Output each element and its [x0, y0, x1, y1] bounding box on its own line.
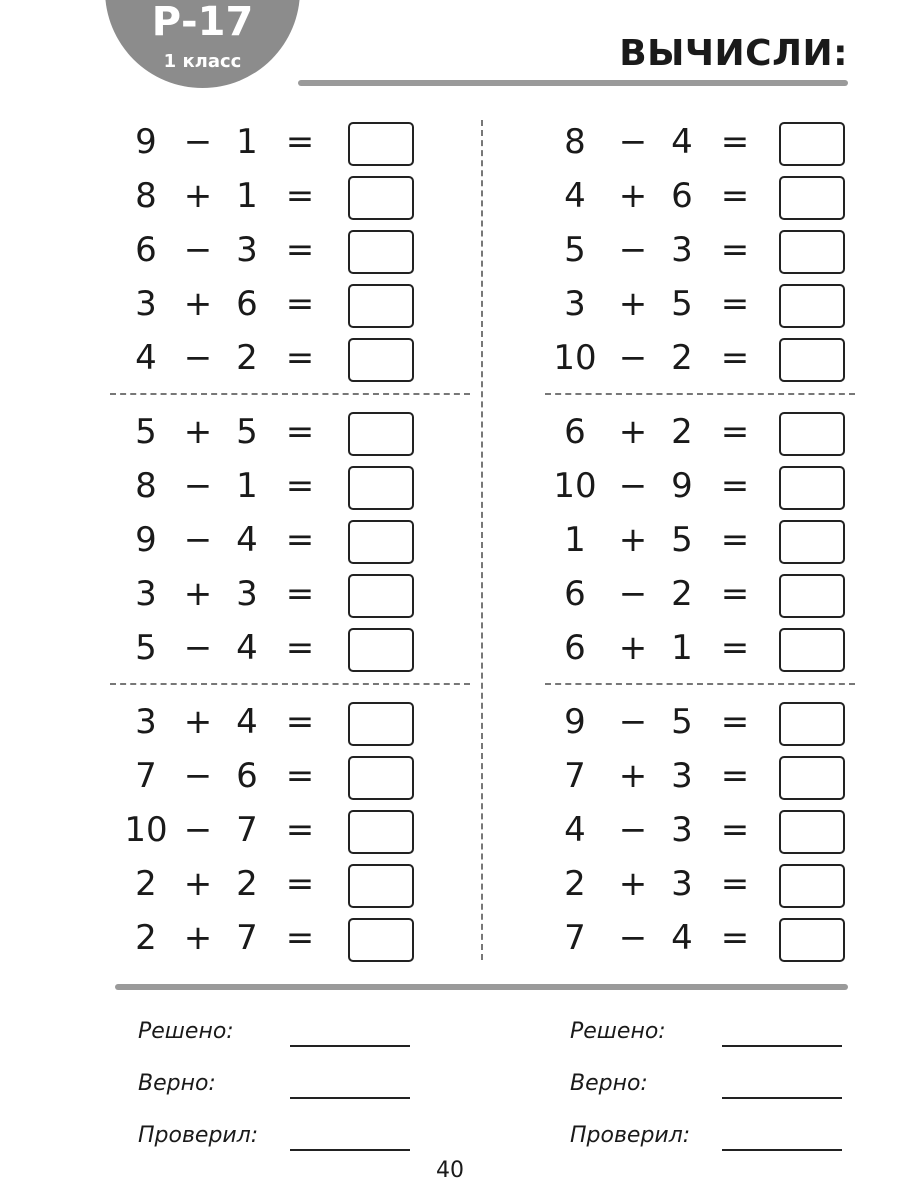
second-operand: 4 [671, 122, 693, 162]
operator: + [183, 284, 213, 324]
exercise-row [545, 169, 855, 223]
second-operand: 1 [236, 176, 258, 216]
second-operand: 9 [671, 466, 693, 506]
equals-sign: = [720, 466, 750, 506]
equals-sign: = [285, 466, 315, 506]
answer-box[interactable] [348, 284, 414, 328]
answer-box[interactable] [348, 122, 414, 166]
first-operand: 9 [564, 702, 586, 742]
exercise-row [545, 621, 855, 675]
footer-divider [115, 984, 848, 990]
equals-sign: = [720, 702, 750, 742]
exercise-row [545, 803, 855, 857]
equals-sign: = [285, 520, 315, 560]
exercise-group [110, 405, 470, 675]
first-operand: 3 [135, 284, 157, 324]
equals-sign: = [285, 756, 315, 796]
second-operand: 5 [236, 412, 258, 452]
second-operand: 3 [236, 574, 258, 614]
operator: − [183, 122, 213, 162]
second-operand: 5 [671, 702, 693, 742]
operator: − [183, 628, 213, 668]
exercise-row [545, 857, 855, 911]
exercise-row [110, 115, 470, 169]
exercise-row [110, 223, 470, 277]
answer-box[interactable] [779, 574, 845, 618]
group-separator [545, 393, 855, 395]
group-separator [110, 393, 470, 395]
correct-input-line[interactable] [722, 1097, 842, 1099]
equals-sign: = [285, 574, 315, 614]
exercise-row [110, 857, 470, 911]
right-exercise-column [545, 115, 855, 965]
operator: + [183, 864, 213, 904]
answer-box[interactable] [779, 466, 845, 510]
answer-box[interactable] [348, 230, 414, 274]
second-operand: 7 [236, 810, 258, 850]
answer-box[interactable] [779, 122, 845, 166]
second-operand: 4 [236, 520, 258, 560]
first-operand: 6 [564, 628, 586, 668]
first-operand: 3 [564, 284, 586, 324]
answer-box[interactable] [779, 810, 845, 854]
answer-box[interactable] [779, 176, 845, 220]
answer-box[interactable] [348, 176, 414, 220]
operator: − [183, 756, 213, 796]
equals-sign: = [720, 918, 750, 958]
exercise-row [110, 621, 470, 675]
operator: − [618, 230, 648, 270]
operator: − [618, 466, 648, 506]
second-operand: 3 [671, 756, 693, 796]
equals-sign: = [720, 574, 750, 614]
first-operand: 5 [135, 412, 157, 452]
exercise-row [545, 459, 855, 513]
exercise-row [110, 567, 470, 621]
answer-box[interactable] [348, 520, 414, 564]
equals-sign: = [285, 412, 315, 452]
answer-box[interactable] [779, 702, 845, 746]
answer-box[interactable] [779, 338, 845, 382]
first-operand: 1 [564, 520, 586, 560]
operator: − [183, 338, 213, 378]
equals-sign: = [720, 230, 750, 270]
second-operand: 7 [236, 918, 258, 958]
second-operand: 6 [236, 284, 258, 324]
second-operand: 4 [236, 702, 258, 742]
group-separator [545, 683, 855, 685]
page-title: ВЫЧИСЛИ: [619, 33, 848, 74]
equals-sign: = [285, 810, 315, 850]
answer-box[interactable] [348, 574, 414, 618]
answer-box[interactable] [348, 918, 414, 962]
exercise-row [545, 115, 855, 169]
equals-sign: = [285, 918, 315, 958]
answer-box[interactable] [779, 628, 845, 672]
second-operand: 1 [671, 628, 693, 668]
exercise-group [545, 695, 855, 965]
first-operand: 6 [135, 230, 157, 270]
exercise-row [545, 695, 855, 749]
answer-box[interactable] [348, 338, 414, 382]
first-operand: 4 [135, 338, 157, 378]
second-operand: 5 [671, 284, 693, 324]
first-operand: 2 [564, 864, 586, 904]
correct-input-line[interactable] [290, 1097, 410, 1099]
operator: − [618, 338, 648, 378]
exercise-row [545, 567, 855, 621]
operator: + [618, 176, 648, 216]
first-operand: 4 [564, 176, 586, 216]
exercise-row [110, 803, 470, 857]
second-operand: 1 [236, 466, 258, 506]
exercise-group [110, 695, 470, 965]
worksheet-badge [105, 0, 300, 88]
exercise-row [545, 223, 855, 277]
operator: − [183, 230, 213, 270]
exercise-row [110, 405, 470, 459]
equals-sign: = [720, 628, 750, 668]
exercise-row [545, 749, 855, 803]
solved-input-line[interactable] [290, 1045, 410, 1047]
checked-label: Проверил: [570, 1123, 691, 1148]
operator: − [618, 918, 648, 958]
equals-sign: = [720, 284, 750, 324]
equals-sign: = [720, 864, 750, 904]
operator: + [618, 628, 648, 668]
answer-box[interactable] [348, 412, 414, 456]
equals-sign: = [720, 176, 750, 216]
first-operand: 7 [564, 756, 586, 796]
equals-sign: = [285, 284, 315, 324]
answer-box[interactable] [779, 864, 845, 908]
answer-box[interactable] [779, 284, 845, 328]
group-separator [110, 683, 470, 685]
first-operand: 9 [135, 122, 157, 162]
page-number: 40 [436, 1158, 464, 1183]
first-operand: 9 [135, 520, 157, 560]
operator: + [618, 284, 648, 324]
first-operand: 2 [135, 918, 157, 958]
operator: + [183, 176, 213, 216]
column-divider [481, 120, 483, 960]
operator: + [183, 918, 213, 958]
second-operand: 2 [671, 574, 693, 614]
equals-sign: = [285, 864, 315, 904]
equals-sign: = [285, 702, 315, 742]
equals-sign: = [285, 338, 315, 378]
operator: − [618, 702, 648, 742]
first-operand: 8 [135, 176, 157, 216]
operator: − [618, 810, 648, 850]
checked-input-line[interactable] [290, 1149, 410, 1151]
operator: + [618, 520, 648, 560]
exercise-row [545, 331, 855, 385]
second-operand: 3 [671, 230, 693, 270]
first-operand: 8 [564, 122, 586, 162]
operator: − [183, 810, 213, 850]
operator: − [618, 574, 648, 614]
equals-sign: = [720, 810, 750, 850]
exercise-row [545, 277, 855, 331]
first-operand: 10 [553, 466, 597, 506]
exercise-row [545, 911, 855, 965]
first-operand: 7 [564, 918, 586, 958]
equals-sign: = [720, 412, 750, 452]
answer-box[interactable] [348, 810, 414, 854]
answer-box[interactable] [779, 756, 845, 800]
exercise-row [545, 513, 855, 567]
second-operand: 3 [236, 230, 258, 270]
second-operand: 6 [236, 756, 258, 796]
exercise-row [110, 513, 470, 567]
second-operand: 2 [236, 338, 258, 378]
worksheet-code: Р-17 [151, 0, 254, 45]
first-operand: 5 [564, 230, 586, 270]
equals-sign: = [285, 230, 315, 270]
first-operand: 10 [553, 338, 597, 378]
second-operand: 4 [236, 628, 258, 668]
correct-label: Верно: [570, 1071, 648, 1096]
equals-sign: = [720, 338, 750, 378]
first-operand: 10 [124, 810, 168, 850]
first-operand: 3 [135, 574, 157, 614]
operator: + [618, 756, 648, 796]
exercise-row [110, 695, 470, 749]
second-operand: 3 [671, 810, 693, 850]
checked-label: Проверил: [138, 1123, 259, 1148]
exercise-row [110, 331, 470, 385]
equals-sign: = [720, 756, 750, 796]
exercise-row [110, 749, 470, 803]
answer-box[interactable] [779, 918, 845, 962]
solved-label: Решено: [138, 1019, 234, 1044]
first-operand: 6 [564, 412, 586, 452]
answer-box[interactable] [348, 756, 414, 800]
header-divider [298, 80, 848, 86]
equals-sign: = [720, 520, 750, 560]
equals-sign: = [285, 628, 315, 668]
answer-box[interactable] [348, 864, 414, 908]
answer-box[interactable] [348, 702, 414, 746]
equals-sign: = [285, 122, 315, 162]
second-operand: 2 [671, 412, 693, 452]
exercise-group [545, 405, 855, 675]
exercise-row [110, 277, 470, 331]
second-operand: 2 [236, 864, 258, 904]
first-operand: 7 [135, 756, 157, 796]
first-operand: 8 [135, 466, 157, 506]
second-operand: 1 [236, 122, 258, 162]
exercise-row [110, 911, 470, 965]
first-operand: 4 [564, 810, 586, 850]
solved-input-line[interactable] [722, 1045, 842, 1047]
solved-label: Решено: [570, 1019, 666, 1044]
equals-sign: = [720, 122, 750, 162]
left-exercise-column [110, 115, 470, 965]
second-operand: 4 [671, 918, 693, 958]
answer-box[interactable] [348, 628, 414, 672]
operator: − [183, 520, 213, 560]
second-operand: 3 [671, 864, 693, 904]
operator: + [183, 412, 213, 452]
first-operand: 3 [135, 702, 157, 742]
first-operand: 6 [564, 574, 586, 614]
correct-label: Верно: [138, 1071, 216, 1096]
first-operand: 5 [135, 628, 157, 668]
exercise-row [110, 459, 470, 513]
equals-sign: = [285, 176, 315, 216]
exercise-group [110, 115, 470, 385]
operator: + [618, 412, 648, 452]
answer-box[interactable] [348, 466, 414, 510]
operator: + [183, 702, 213, 742]
first-operand: 2 [135, 864, 157, 904]
second-operand: 2 [671, 338, 693, 378]
second-operand: 5 [671, 520, 693, 560]
second-operand: 6 [671, 176, 693, 216]
exercise-row [110, 169, 470, 223]
answer-box[interactable] [779, 520, 845, 564]
exercise-row [545, 405, 855, 459]
operator: − [618, 122, 648, 162]
answer-box[interactable] [779, 230, 845, 274]
answer-box[interactable] [779, 412, 845, 456]
exercise-group [545, 115, 855, 385]
operator: − [183, 466, 213, 506]
operator: + [618, 864, 648, 904]
grade-label: 1 класс [163, 51, 242, 72]
checked-input-line[interactable] [722, 1149, 842, 1151]
operator: + [183, 574, 213, 614]
